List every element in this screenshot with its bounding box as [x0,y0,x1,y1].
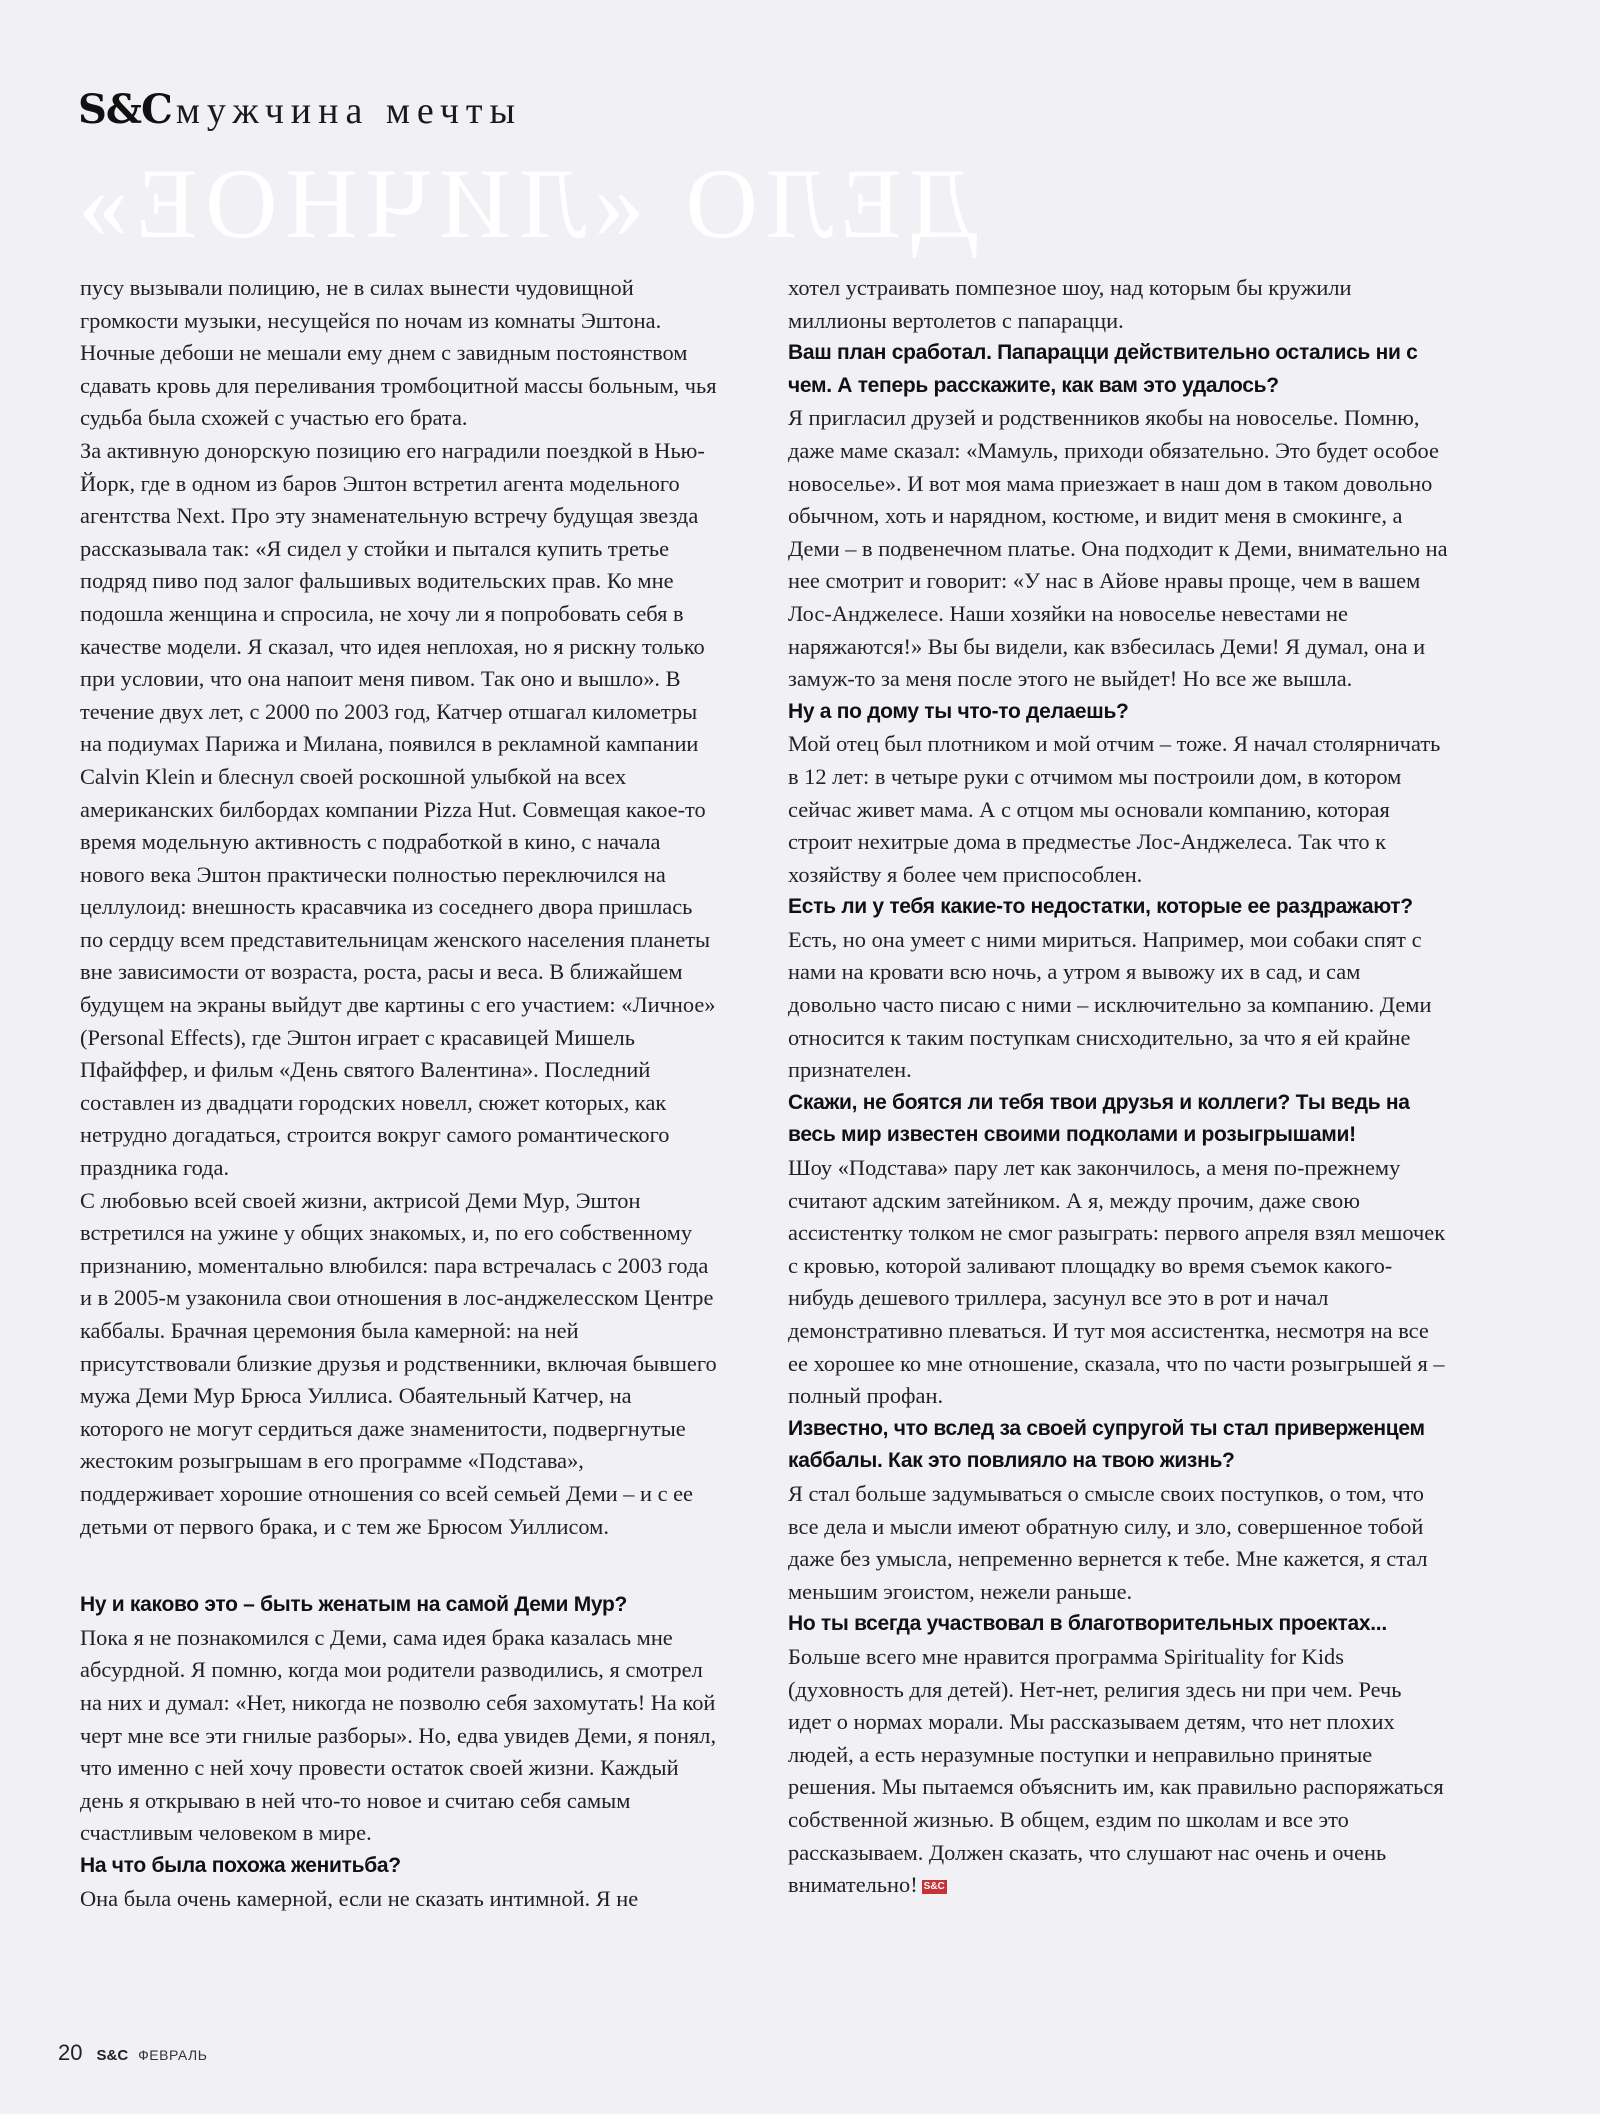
interview-question: На что была похожа женитьба? [80,1853,401,1877]
section-gap [80,1543,720,1589]
interview-question: Но ты всегда участвовал в благотворительных проектах... [788,1612,1387,1636]
section-title: мужчина мечты [175,90,523,132]
footer-logo: S&C [96,2047,129,2064]
magazine-logo: S&C [78,86,172,133]
section-header [78,86,522,142]
interview-question: Ну а по дому ты что-то делаешь? [788,699,1129,723]
body-paragraph: За активную донорскую позицию его наградили поездкой в Нью-Йорк, где в одном из баров Эштон встретил агента модельного агентства Next. Про эту знаменательную встречу будущая звезда рассказывала так: «Я сидел у стойки и пытался купить третье подряд пиво под залог фальшивых водительских прав. Ко мне подошла женщина и спросила, не хочу ли я попробовать себя в качестве модели. Я сказал, что идея неплохая, но я рискну только при условии, что она напоит меня пивом. Так оно и вышло». В течение двух лет, с 2000 по 2003 год, Катчер отшагал километры на подиумах Парижа и Милана, появился в рекламной кампании Calvin Klein и блеснул своей роскошной улыбкой на всех американских билбордах компании Pizza Hut. Совмещая какое-то время модельную активность с подработкой в кино, с начала нового века Эштон практически полностью переключился на целлулоид: внешность красавчика из соседнего двора пришлась по сердцу всем представительницам женского населения планеты вне зависимости от возраста, роста, расы и веса. В ближайшем будущем на экраны выйдут две картины с его участием: «Личное» (Personal Effects), где Эштон играет с красавицей Мишель Пфайффер, и фильм «День святого Валентина». Последний составлен из двадцати городских новелл, сюжет которых, как нетрудно догадаться, строится вокруг самого романтического праздника года. [80,437,716,1181]
interview-question: Скажи, не боятся ли тебя твои друзья и коллеги? Ты ведь на весь мир известен своими подколами и розыгрышами! [788,1090,1410,1147]
interview-answer: Есть, но она умеет с ними мириться. Например, мои собаки спят с нами на кровати всю ночь, а утром я вывожу их в сад, и сам довольно часто писаю с ними – исключительно за компанию. Деми относится к таким поступкам снисходительно, за что я ей крайне признателен. [788,926,1432,1083]
body-paragraph: С любовью всей своей жизни, актрисой Деми Мур, Эштон встретился на ужине у общих знакомых, и, по его собственному признанию, моментально влюбился: пара встречалась с 2003 года и в 2005-м узаконила свои отношения в лос-анджелесском Центре каббалы. Брачная церемония была камерной: на ней присутствовали близкие друзья и родственники, включая бывшего мужа Деми Мур Брюса Уиллиса. Обаятельный Катчер, на которого не могут сердиться даже знаменитости, подвергнутые жестоким розыгрышам в его программе «Подстава», поддерживает хорошие отношения со всей семьей Деми – и с ее детьми от первого брака, и с тем же Брюсом Уиллисом. [80,1187,717,1539]
issue-month: ФЕВРАЛЬ [138,2047,208,2063]
page-number: 20 [58,2040,83,2065]
interview-question: Известно, что вслед за своей супругой ты стал приверженцем каббалы. Как это повлияло на твою жизнь? [788,1416,1425,1473]
interview-answer [788,1641,1448,1902]
interview-question: Есть ли у тебя какие-то недостатки, которые ее раздражают? [788,895,1413,919]
interview-answer: Пока я не познакомился с Деми, сама идея брака казалась мне абсурдной. Я помню, когда мои родители разводились, я смотрел на них и думал: «Нет, никогда не позволю себя захомутать! На кой черт мне все эти гнилые разборы». Но, едва увидев Деми, я понял, что именно с ней хочу провести остаток своей жизни. Каждый день я открываю в ней что-то новое и считаю себя самым счастливым человеком в мире. [80,1624,717,1846]
interview-answer: Она была очень камерной, если не сказать интимной. Я не [80,1885,639,1911]
body-paragraph: хотел устраивать помпезное шоу, над которым бы кружили миллионы вертолетов с папарацци. [788,275,1352,333]
answer-text: Больше всего мне нравится программа Spirituality for Kids (духовность для детей). Нет-нет, религия здесь ни при чем. Речь идет о нормах морали. Мы рассказываем детям, что нет плохих людей, а есть неразумные поступки и неправильно принятые решения. Мы пытаемся объяснить им, как правильно распоряжаться собственной жизнью. В общем, ездим по школам и все это рассказываем. Должен сказать, что слушают нас очень и очень внимательно! [788,1643,1444,1898]
end-mark-icon: S&C [923,1880,945,1892]
interview-question: Ваш план сработал. Папарацци действительно остались ни с чем. А теперь расскажите, как вам это удалось? [788,341,1418,397]
interview-answer: Мой отец был плотником и мой отчим – тоже. Я начал столярничать в 12 лет: в четыре руки с отчимом мы построили дом, в котором сейчас живет мама. А с отцом мы основали компанию, которая строит нехитрые дома в предместье Лос-Анджелеса. Так что к хозяйству я более чем приспособлен. [788,731,1441,887]
interview-answer: Шоу «Подстава» пару лет как закончилось, а меня по-прежнему считают адским затейником. А я, между прочим, даже свою ассистентку толком не смог разыграть: первого апреля взял мешочек с кровью, которой заливают площадку во время съемок какого-нибудь дешевого триллера, засунул все это в рот и начал демонстративно плеваться. И тут моя ассистентка, несмотря на все ее хорошее ко мне отношение, сказала, что по части розыгрышей я – полный профан. [788,1155,1446,1409]
body-paragraph: пусу вызывали полицию, не в силах вынести чудовищной громкости музыки, несущейся по ночам из комнаты Эштона. Ночные дебоши не мешали ему днем с завидным постоянством сдавать кровь для переливания тромбоцитной массы больным, чья судьба была схожей с участью его брата. [80,275,717,431]
ghost-headline: ДЕЛО «ЛИЧНОЕ» [70,148,978,259]
interview-question: Ну и каково это – быть женатым на самой Деми Мур? [80,1593,628,1617]
right-column [788,272,1448,1902]
interview-answer: Я стал больше задумываться о смысле своих поступков, о том, что все дела и мысли имеют обратную силу, и зло, совершенное тобой даже без умысла, непременно вернется к тебе. Мне кажется, я стал меньшим эгоистом, нежели раньше. [788,1480,1428,1604]
page-footer [58,2040,207,2066]
interview-answer: Я пригласил друзей и родственников якобы на новоселье. Помню, даже маме сказал: «Мамуль, приходи обязательно. Это будет особое новоселье». И вот моя мама приезжает в наш дом в таком довольно обычном, хоть и нарядном, костюме, и видит меня в смокинге, а Деми – в подвенечном платье. Она подходит к Деми, внимательно на нее смотрит и говорит: «У нас в Айове нравы проще, чем в вашем Лос-Анджелесе. Наши хозяйки на новоселье невестами не наряжаются!» Вы бы видели, как взбесилась Деми! Я думал, она и замуж-то за меня после этого не выйдет! Но все же вышла. [788,405,1448,692]
left-column [80,272,720,1915]
ghost-headline-band [70,148,1570,260]
